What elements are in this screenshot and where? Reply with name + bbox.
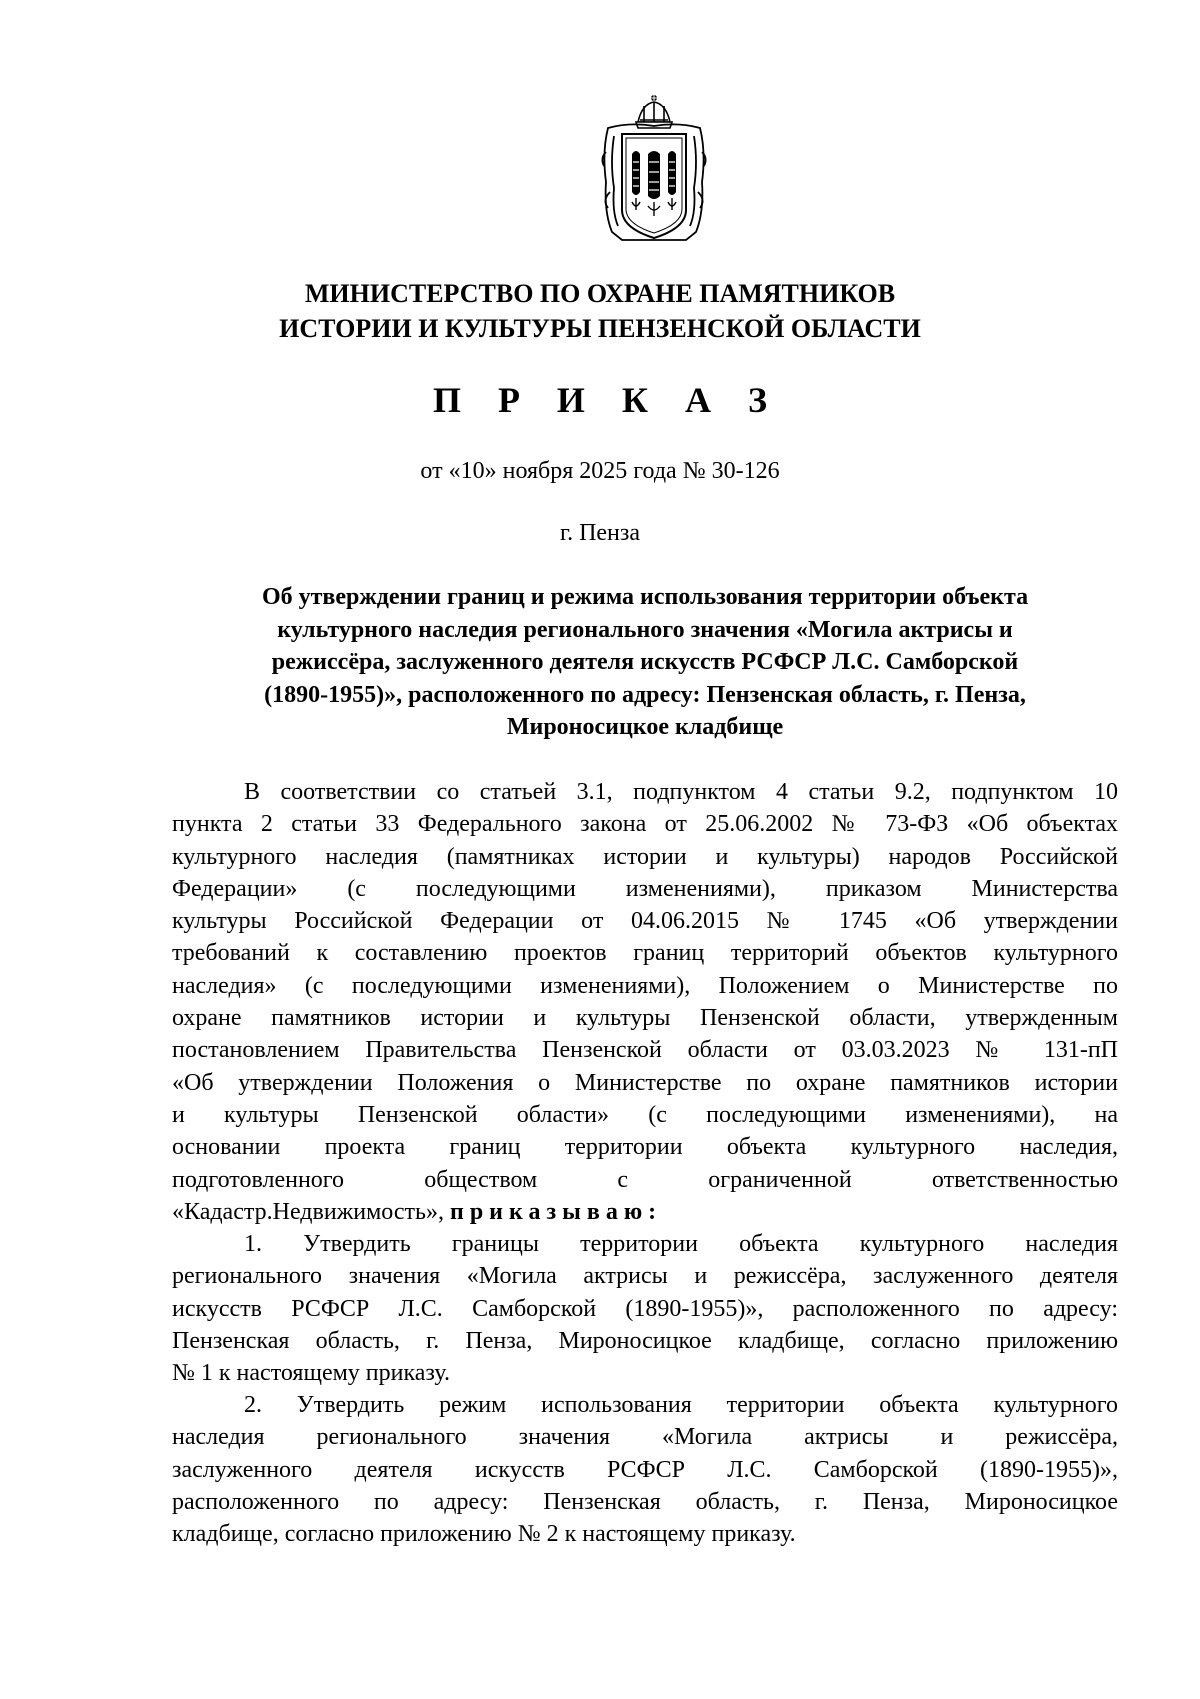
item-line: кладбище, согласно приложению № 2 к настоящему приказу. <box>172 1521 796 1548</box>
contractor-name: «Кадастр.Недвижимость», <box>172 1198 444 1225</box>
ministry-name <box>0 276 1200 346</box>
preamble-line: пункта 2 статьи 33 Федерального закона от 25.06.2002 № 73-ФЗ «Об объектах <box>172 811 1118 838</box>
preamble-line: постановлением Правительства Пензенской области от 03.03.2023 № 131-пП <box>172 1037 1118 1064</box>
order-directive-word: приказываю: <box>450 1198 663 1225</box>
item-line: регионального значения «Могила актрисы и режиссёра, заслуженного деятеля <box>172 1263 1118 1290</box>
subject-line: Мироносицкое кладбище <box>506 714 784 740</box>
ministry-name-line-1: МИНИСТЕРСТВО ПО ОХРАНЕ ПАМЯТНИКОВ <box>304 279 896 308</box>
preamble-line: охране памятников истории и культуры Пензенской области, утвержденным <box>172 1005 1118 1032</box>
subject-line: Об утверждении границ и режима использования территории объекта <box>261 584 1029 610</box>
preamble-line: «Об утверждении Положения о Министерстве по охране памятников истории <box>172 1069 1118 1096</box>
item-line: Пензенская область, г. Пенза, Мироносицкое кладбище, согласно приложению <box>172 1327 1118 1354</box>
preamble-line: требований к составлению проектов границ территорий объектов культурного <box>172 940 1118 967</box>
item-line: наследия регионального значения «Могила актрисы и режиссёра, <box>172 1424 1118 1451</box>
order-item-2 <box>172 1389 1118 1550</box>
preamble-paragraph <box>172 776 1118 1228</box>
item-line: расположенного по адресу: Пензенская область, г. Пенза, Мироносицкое <box>172 1488 1118 1515</box>
subject-line: (1890-1955)», расположенного по адресу: Пензенская область, г. Пенза, <box>264 681 1026 708</box>
document-type-heading: П Р И К А З <box>432 380 782 420</box>
item-line: заслуженного деятеля искусств РСФСР Л.С. Самборской (1890-1955)», <box>172 1456 1118 1483</box>
item-line: 2. Утвердить режим использования территории объекта культурного <box>244 1392 1118 1418</box>
order-subject <box>172 581 1118 744</box>
preamble-line: и культуры Пензенской области» (с последующими изменениями), на <box>172 1101 1118 1128</box>
subject-line: культурного наследия регионального значения «Могила актрисы и <box>277 616 1013 643</box>
order-date-number: от «10» ноября 2025 года № 30-126 <box>420 458 780 484</box>
preamble-line: культуры Российской Федерации от 04.06.2015 № 1745 «Об утверждении <box>172 908 1118 935</box>
item-line: № 1 к настоящему приказу. <box>172 1360 450 1387</box>
penza-oblast-coat-of-arms-icon <box>598 92 710 248</box>
preamble-line: Федерации» (с последующими изменениями), приказом Министерства <box>172 875 1118 902</box>
subject-line: режиссёра, заслуженного деятеля искусств РСФСР Л.С. Самборской <box>271 649 1019 675</box>
order-city: г. Пенза <box>559 520 641 546</box>
item-line: 1. Утвердить границы территории объекта культурного наследия <box>244 1231 1118 1257</box>
preamble-line: основании проекта границ территории объекта культурного наследия, <box>172 1134 1118 1161</box>
item-line: искусств РСФСР Л.С. Самборской (1890-1955)», расположенного по адресу: <box>172 1295 1118 1322</box>
preamble-line: наследия» (с последующими изменениями), Положением о Министерстве по <box>172 972 1118 999</box>
preamble-last-line <box>172 1196 1118 1228</box>
preamble-line: культурного наследия (памятниках истории и культуры) народов Российской <box>172 843 1118 870</box>
ministry-name-line-2: ИСТОРИИ И КУЛЬТУРЫ ПЕНЗЕНСКОЙ ОБЛАСТИ <box>279 314 921 343</box>
preamble-line: В соответствии со статьей 3.1, подпунктом 4 статьи 9.2, подпунктом 10 <box>244 779 1118 805</box>
order-item-1 <box>172 1228 1118 1389</box>
preamble-line: подготовленного обществом с ограниченной ответственностью <box>172 1166 1118 1193</box>
